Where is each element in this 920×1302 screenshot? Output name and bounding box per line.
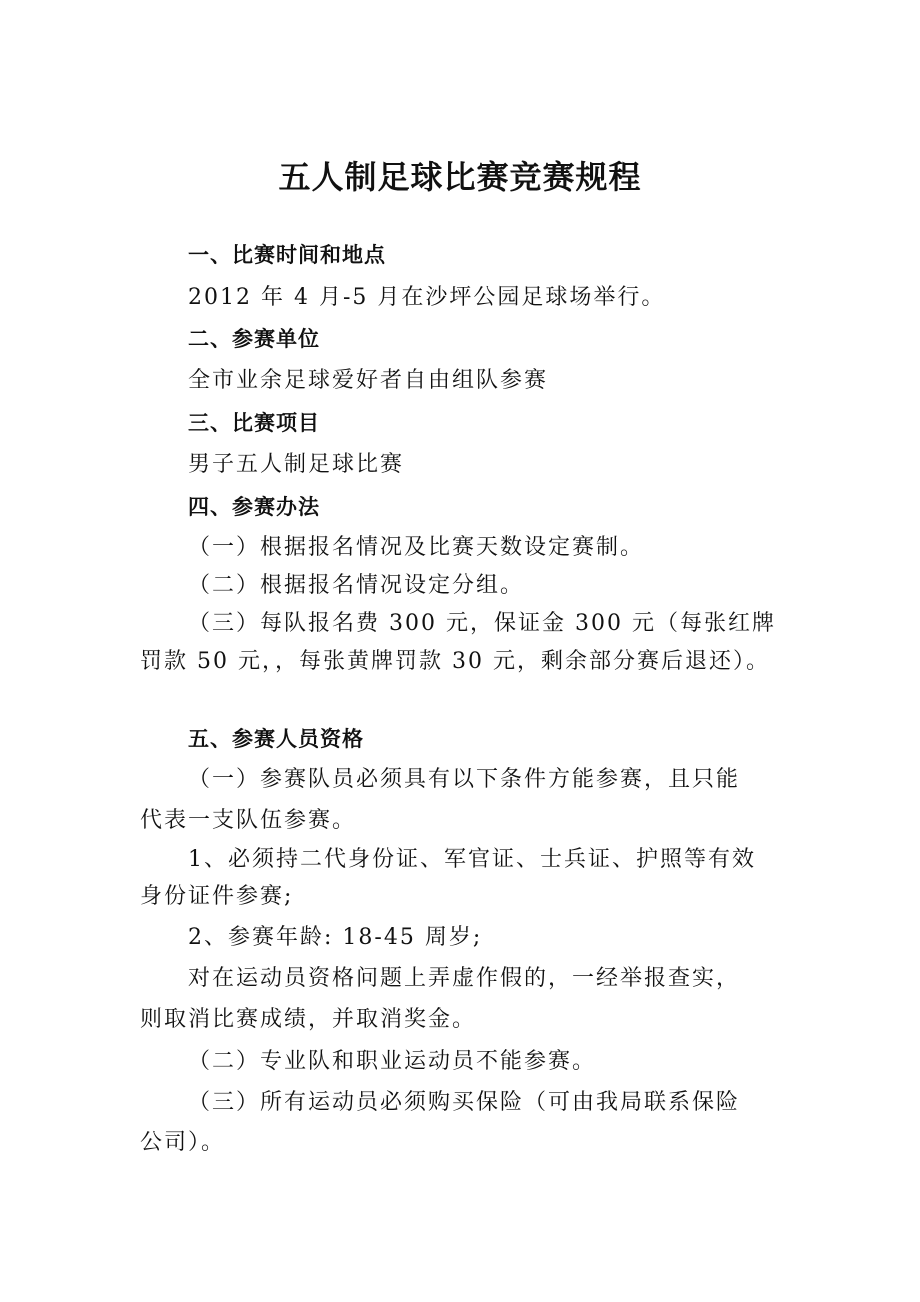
section-5-condition-1-line-2: 身份证件参赛; bbox=[140, 884, 294, 909]
section-5-fraud-line-1: 对在运动员资格问题上弄虚作假的，一经举报查实， bbox=[188, 966, 741, 991]
section-5-heading: 五、参赛人员资格 bbox=[188, 727, 364, 751]
document-title: 五人制足球比赛竞赛规程 bbox=[278, 158, 642, 196]
section-5-item-2: （二）专业队和职业运动员不能参赛。 bbox=[188, 1049, 597, 1074]
section-5-item-1-line-1: （一）参赛队员必须具有以下条件方能参赛，且只能 bbox=[188, 767, 741, 792]
section-4-item-2: （二）根据报名情况设定分组。 bbox=[188, 573, 525, 598]
section-5-condition-2: 2、参赛年龄: 18-45 周岁; bbox=[188, 925, 483, 950]
section-5-item-1-line-2: 代表一支队伍参赛。 bbox=[140, 808, 357, 833]
section-1-body: 2012 年 4 月-5 月在沙坪公园足球场举行。 bbox=[188, 285, 666, 310]
section-4-item-3-line-1: （三）每队报名费 300 元，保证金 300 元（每张红牌 bbox=[188, 611, 776, 636]
section-2-body: 全市业余足球爱好者自由组队参赛 bbox=[188, 368, 549, 393]
section-3-heading: 三、比赛项目 bbox=[188, 411, 320, 435]
section-2-heading: 二、参赛单位 bbox=[188, 327, 320, 351]
section-4-item-3-line-2: 罚款 50 元，，每张黄牌罚款 30 元，剩余部分赛后退还）。 bbox=[140, 649, 770, 674]
section-4-item-1: （一）根据报名情况及比赛天数设定赛制。 bbox=[188, 535, 645, 560]
section-1-heading: 一、比赛时间和地点 bbox=[188, 243, 386, 267]
section-5-item-3-line-2: 公司）。 bbox=[140, 1130, 226, 1155]
section-4-heading: 四、参赛办法 bbox=[188, 495, 320, 519]
section-5-item-3-line-1: （三）所有运动员必须购买保险（可由我局联系保险 bbox=[188, 1090, 741, 1115]
section-5-condition-1-line-1: 1、必须持二代身份证、军官证、士兵证、护照等有效 bbox=[188, 847, 756, 872]
section-3-body: 男子五人制足球比赛 bbox=[188, 452, 405, 477]
section-5-fraud-line-2: 则取消比赛成绩，并取消奖金。 bbox=[140, 1007, 477, 1032]
